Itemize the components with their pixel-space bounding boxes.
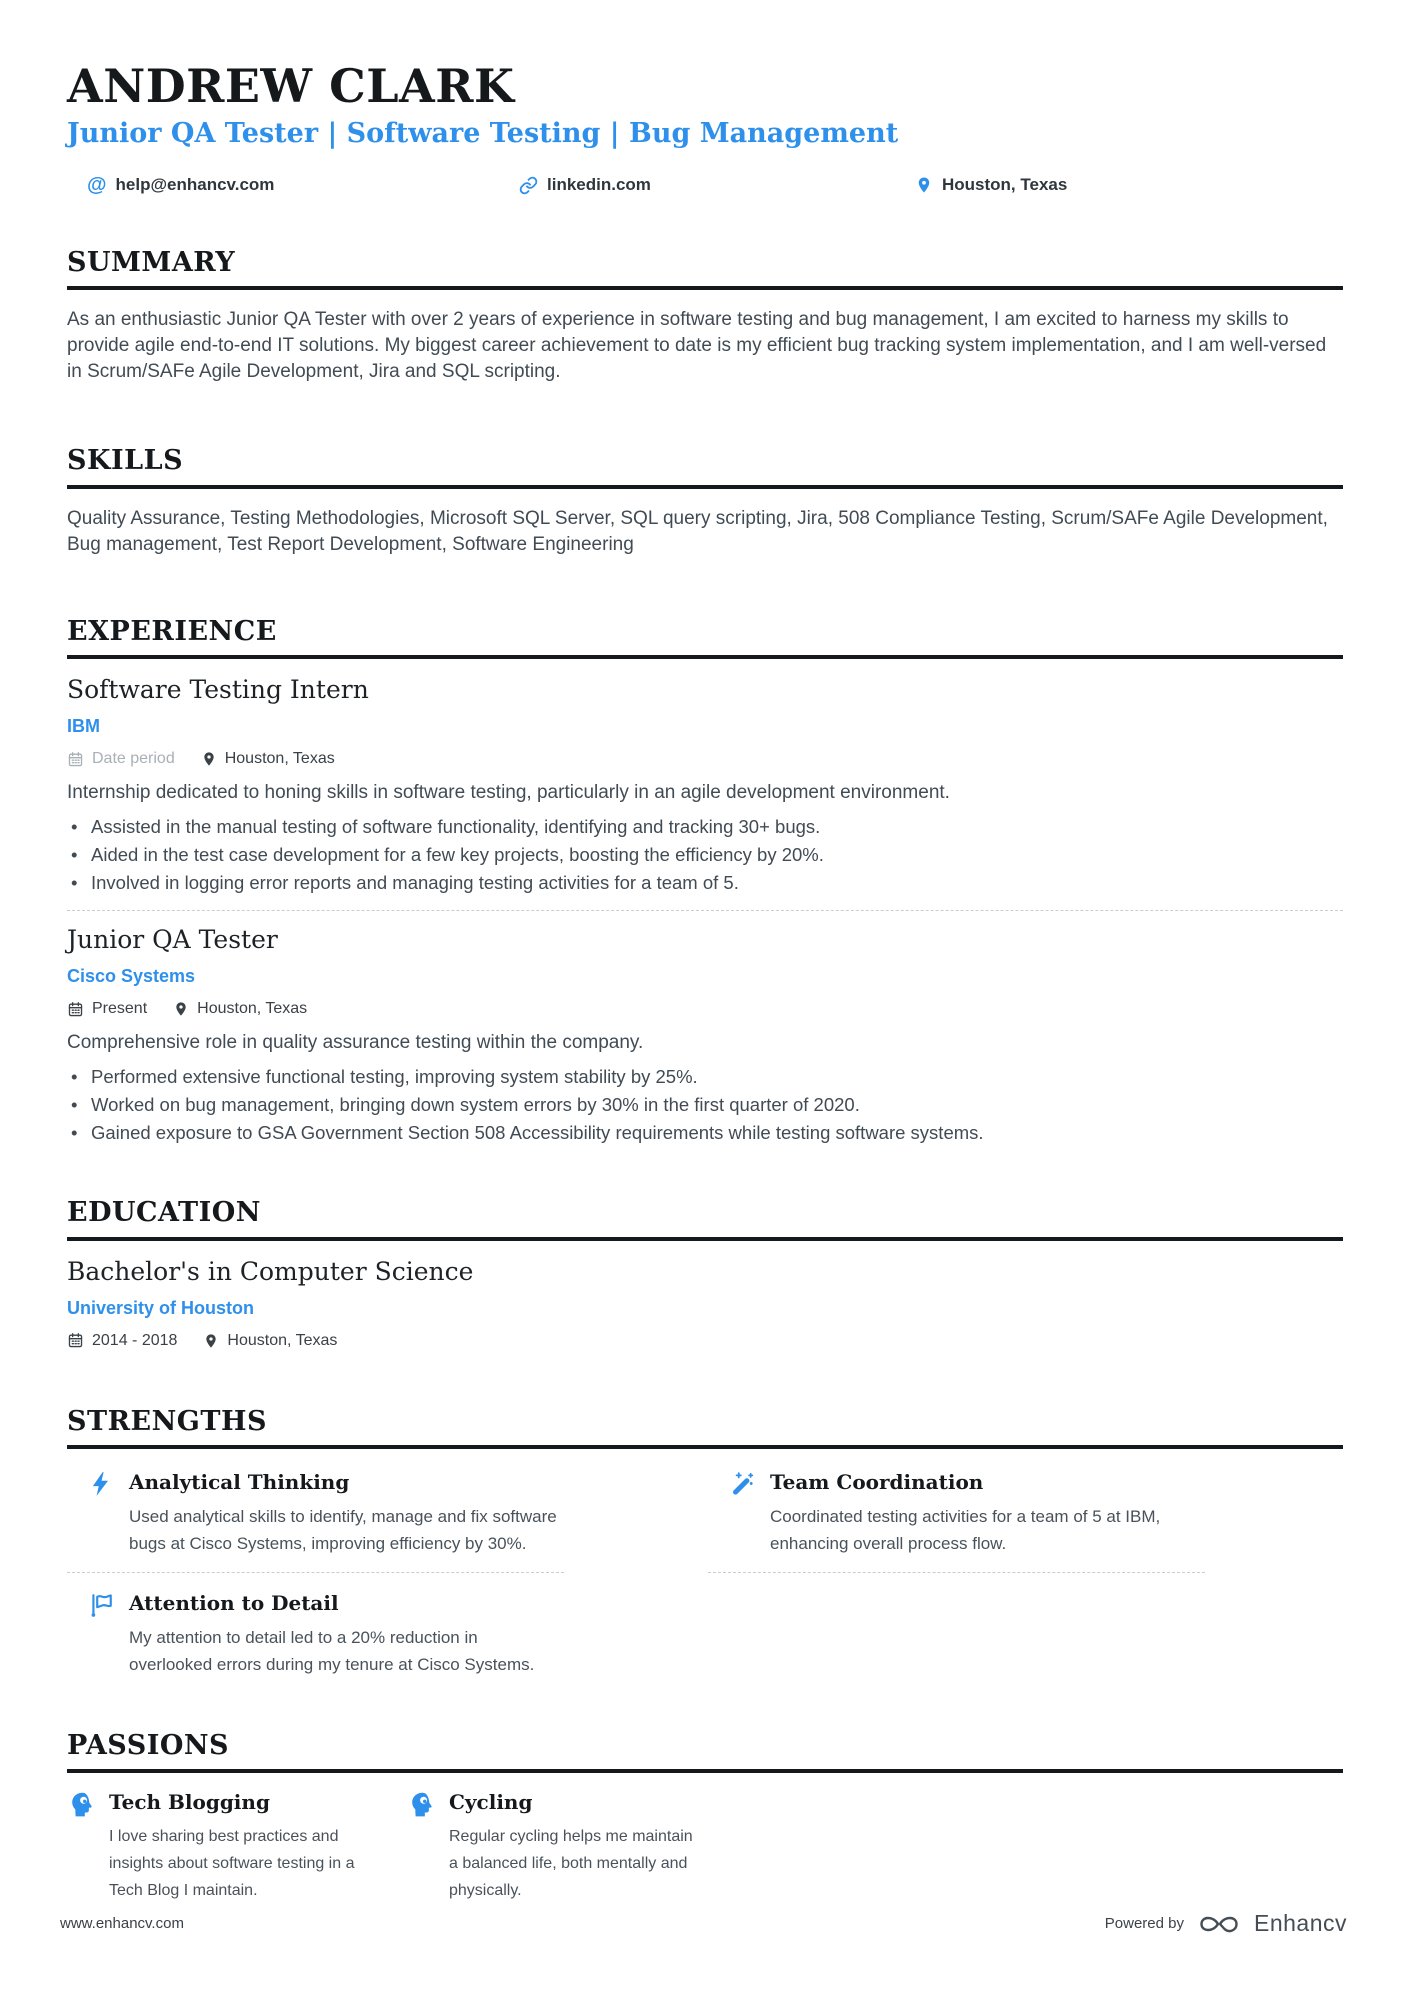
- link-icon: [519, 176, 538, 195]
- strengths-column-left: [67, 1469, 564, 1678]
- contact-email-text: help@enhancv.com: [115, 175, 275, 195]
- job-description: Comprehensive role in quality assurance testing within the company.: [67, 1032, 644, 1054]
- footer-website-link[interactable]: www.enhancv.com: [60, 1915, 184, 1932]
- education-meta-row: [67, 1332, 1343, 1350]
- job-bullet-list: [67, 813, 1343, 897]
- school-name[interactable]: University of Houston: [67, 1297, 255, 1318]
- strengths-section: [67, 1406, 1343, 1678]
- passions-grid: [67, 1789, 1343, 1904]
- candidate-headline: Junior QA Tester | Software Testing | Bug Management: [67, 118, 899, 150]
- skills-text: Quality Assurance, Testing Methodologies, Microsoft SQL Server, SQL query scripting, Jira, 508 Compliance Testing, Scrum/SAFe Agile Development, Bug management, Test Report Development, Software Engineering: [67, 507, 1328, 555]
- strengths-heading: STRENGTHS: [67, 1405, 267, 1437]
- section-rule: [67, 1445, 1343, 1449]
- experience-heading: EXPERIENCE: [67, 615, 277, 647]
- flag-icon: [87, 1590, 115, 1618]
- strength-divider: [67, 1572, 564, 1573]
- strengths-grid: [67, 1469, 1343, 1678]
- job-bullet: • Involved in logging error reports and managing testing activities for a team of 5.: [67, 869, 1343, 897]
- head-icon: [407, 1789, 435, 1818]
- entry-divider: [67, 910, 1343, 911]
- skills-section: [67, 445, 1343, 557]
- passion-title: Tech Blogging: [109, 1790, 270, 1815]
- education-section: [67, 1197, 1343, 1349]
- strength-title: Team Coordination: [770, 1470, 984, 1494]
- job-description: Internship dedicated to honing skills in software testing, particularly in an agile development environment.: [67, 782, 950, 804]
- summary-text: As an enthusiastic Junior QA Tester with over 2 years of experience in software testing and bug management, I am excited to harness my skills to provide agile end-to-end IT solutions. My biggest career achievement to date is my efficient bug tracking system implementation, and I am well-versed in Scrum/SAFe Agile Development, Jira and SQL scripting.: [67, 309, 1327, 383]
- strength-text: Used analytical skills to identify, manage and fix software bugs at Cisco Systems, improving efficiency by 30%.: [129, 1507, 557, 1553]
- job-date-text: Present: [92, 1000, 148, 1018]
- lightning-icon: [87, 1469, 115, 1497]
- strength-divider: [708, 1572, 1205, 1573]
- education-date: [67, 1332, 177, 1350]
- enhancv-brand-name[interactable]: Enhancv: [1253, 1910, 1347, 1936]
- enhancv-logo-icon: [1197, 1911, 1241, 1937]
- passions-heading: PASSIONS: [67, 1730, 230, 1761]
- job-date: [67, 1000, 147, 1018]
- strength-text: My attention to detail led to a 20% reduction in overlooked errors during my tenure at Cisco Systems.: [129, 1628, 535, 1674]
- job-bullet: • Performed extensive functional testing, improving system stability by 25%.: [67, 1063, 1343, 1091]
- strengths-column-right: [708, 1469, 1205, 1678]
- strength-text: Coordinated testing activities for a team of 5 at IBM, enhancing overall process flow.: [770, 1507, 1161, 1553]
- job-location: [173, 1000, 307, 1018]
- head-icon: [67, 1789, 95, 1818]
- contact-location-text: Houston, Texas: [942, 175, 1068, 195]
- powered-by-block: [1105, 1910, 1347, 1937]
- job-location: [201, 750, 335, 768]
- contact-linkedin[interactable]: [519, 175, 915, 195]
- candidate-name: ANDREW CLARK: [67, 59, 515, 113]
- summary-section: [67, 247, 1343, 385]
- page-footer: [60, 1910, 1347, 1937]
- experience-section: [67, 616, 1343, 1147]
- education-date-text: 2014 - 2018: [92, 1331, 178, 1349]
- strength-item: [67, 1469, 564, 1557]
- job-location-text: Houston, Texas: [224, 750, 335, 768]
- passion-item: [67, 1789, 377, 1904]
- job-title: Software Testing Intern: [67, 675, 369, 705]
- contact-location: [915, 175, 1067, 195]
- education-location-text: Houston, Texas: [227, 1331, 338, 1349]
- resume-header: [67, 59, 1343, 197]
- passion-text: I love sharing best practices and insights about software testing in a Tech Blog I maintain.: [109, 1828, 355, 1900]
- section-rule: [67, 655, 1343, 659]
- education-heading: EDUCATION: [67, 1197, 261, 1229]
- strength-item: [67, 1590, 564, 1678]
- passion-title: Cycling: [449, 1790, 533, 1815]
- degree-title: Bachelor's in Computer Science: [67, 1256, 474, 1286]
- education-location: [203, 1332, 337, 1350]
- section-rule: [67, 286, 1343, 290]
- magic-wand-icon: [728, 1469, 756, 1497]
- contact-linkedin-text: linkedin.com: [547, 175, 651, 195]
- passion-item: [407, 1789, 717, 1904]
- job-meta-row: [67, 1000, 1343, 1018]
- section-rule: [67, 1769, 1343, 1773]
- contact-email[interactable]: [87, 175, 519, 195]
- experience-entry: [67, 925, 1343, 1147]
- job-bullet: • Assisted in the manual testing of software functionality, identifying and tracking 30+ bugs.: [67, 813, 1343, 841]
- job-bullet-list: [67, 1063, 1343, 1147]
- strength-title: Attention to Detail: [129, 1591, 339, 1615]
- location-icon: [203, 1333, 219, 1349]
- passion-text: Regular cycling helps me maintain a balanced life, both mentally and physically.: [449, 1828, 693, 1900]
- calendar-icon: [67, 751, 84, 768]
- powered-by-label: Powered by: [1104, 1915, 1184, 1932]
- strength-item: [708, 1469, 1205, 1557]
- passions-section: [67, 1730, 1343, 1904]
- job-company[interactable]: IBM: [67, 716, 100, 737]
- experience-entry: [67, 675, 1343, 897]
- job-title: Junior QA Tester: [67, 925, 278, 955]
- strength-title: Analytical Thinking: [129, 1470, 350, 1494]
- job-bullet: • Worked on bug management, bringing down system errors by 30% in the first quarter of 2020.: [67, 1091, 1343, 1119]
- section-rule: [67, 1237, 1343, 1241]
- section-rule: [67, 485, 1343, 489]
- job-location-text: Houston, Texas: [197, 1000, 308, 1018]
- summary-heading: SUMMARY: [67, 247, 236, 279]
- location-icon: [201, 751, 217, 767]
- skills-heading: SKILLS: [67, 445, 184, 477]
- contact-row: [67, 175, 1343, 195]
- job-date: [67, 750, 175, 768]
- calendar-icon: [67, 1001, 84, 1018]
- location-icon: [173, 1001, 189, 1017]
- at-icon: @: [87, 174, 107, 197]
- job-bullet: • Aided in the test case development for a few key projects, boosting the efficiency by 20%.: [67, 841, 1343, 869]
- job-meta-row: [67, 750, 1343, 768]
- calendar-icon: [67, 1332, 84, 1349]
- job-bullet: • Gained exposure to GSA Government Section 508 Accessibility requirements while testing software systems.: [67, 1119, 1343, 1147]
- job-company[interactable]: Cisco Systems: [67, 966, 196, 987]
- job-date-text: Date period: [92, 750, 175, 768]
- location-icon: [915, 176, 933, 194]
